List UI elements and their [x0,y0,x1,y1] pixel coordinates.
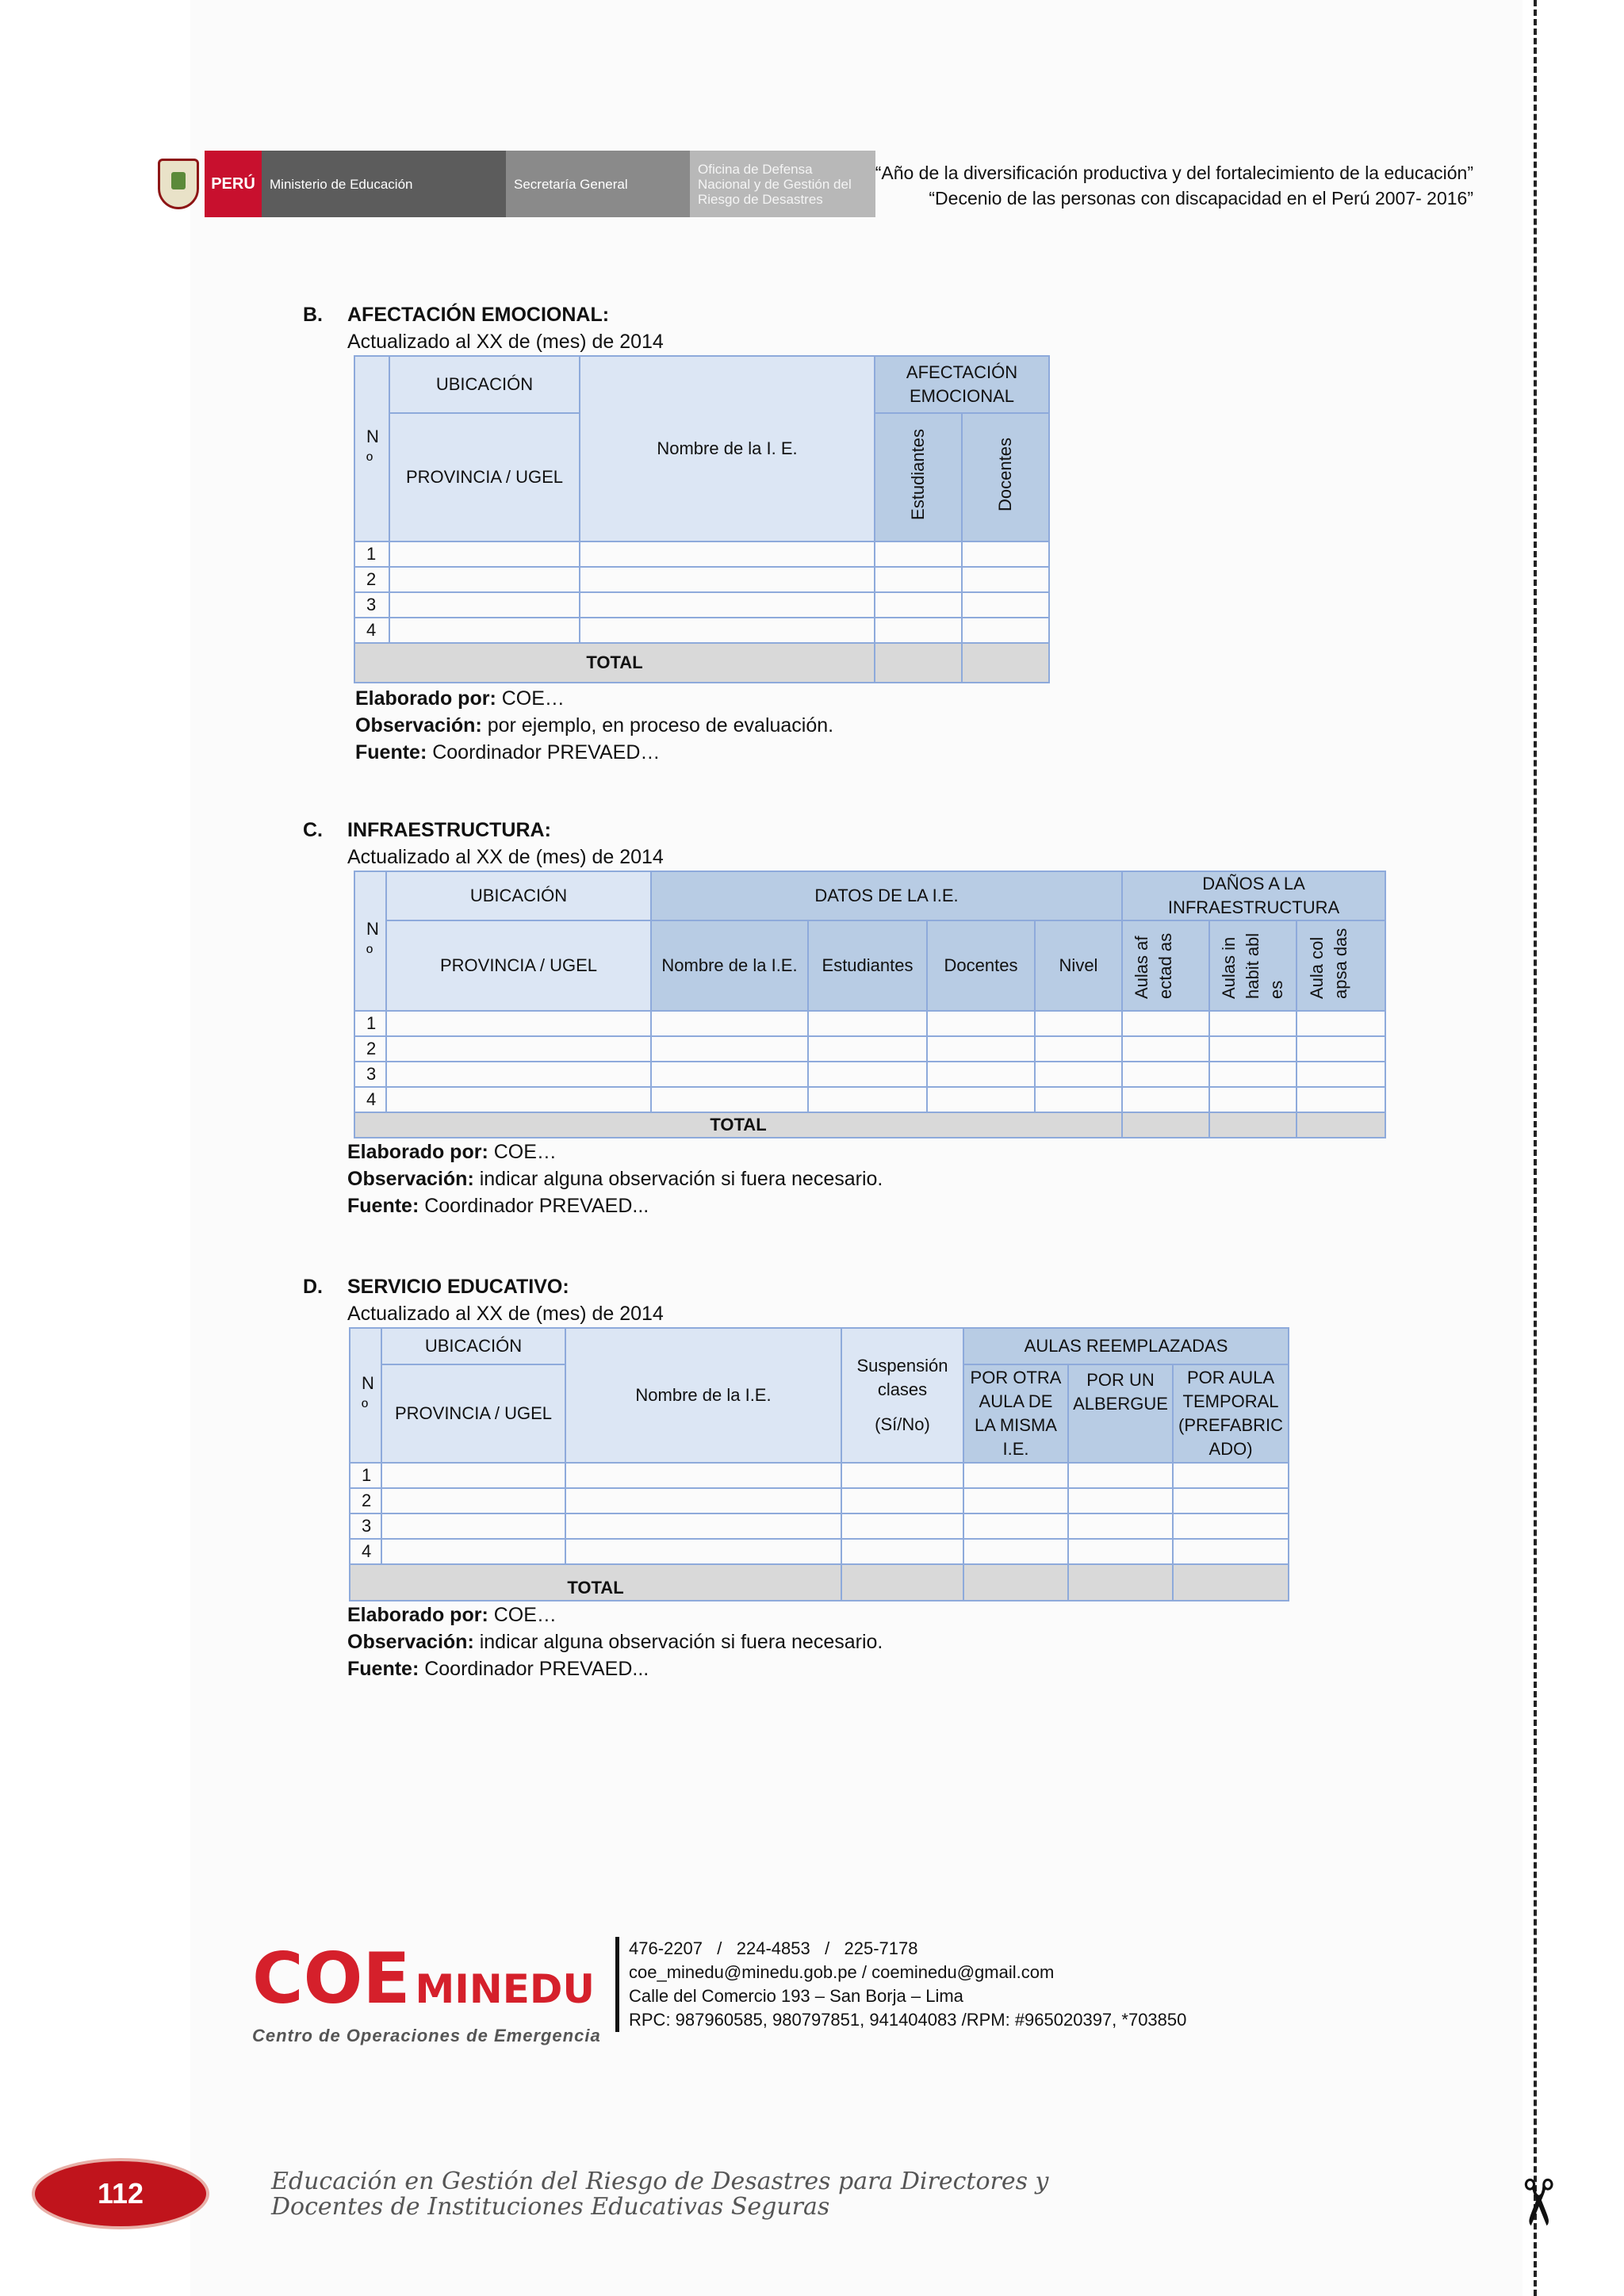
table-row [354,618,1049,643]
header-danos: DAÑOS A LA INFRAESTRUCTURA [1122,871,1385,920]
contact-emails: coe_minedu@minedu.gob.pe / coeminedu@gmail.com [629,1962,1055,1982]
observacion-value: indicar alguna observación si fuera necesario. [473,1631,883,1653]
section-notes [303,1601,1289,1682]
logo-secretaria: Secretaría General [506,151,690,217]
header-estudiantes: Estudiantes [808,920,927,1011]
contact-address: Calle del Comercio 193 – San Borja – Lima [629,1986,963,2006]
section-updated: Actualizado al XX de (mes) de 2014 [347,331,664,353]
table-row [354,541,1049,567]
section-updated: Actualizado al XX de (mes) de 2014 [347,846,664,868]
suspension-label: Suspensión clases [856,1356,948,1399]
sino-label: (Sí/No) [875,1414,930,1434]
header-nivel: Nivel [1035,920,1122,1011]
fuente-label: Fuente: [347,1195,419,1217]
header-nombre: Nombre de la I. E. [580,356,875,541]
total-label: TOTAL [354,643,875,683]
header-ubicacion: UBICACIÓN [381,1328,565,1364]
total-label: TOTAL [350,1564,841,1601]
contact-block [615,1937,1186,2032]
book-title [271,2169,1049,2220]
row-number: 2 [354,1036,386,1062]
header-docentes: Docentes [927,920,1035,1011]
contact-phones: 476-2207 / 224-4853 / 225-7178 [629,1938,918,1958]
slogan-line-2: “Decenio de las personas con discapacidad en el Perú 2007- 2016” [929,188,1473,209]
row-number: 3 [354,1062,386,1087]
contact-rpc: RPC: 987960585, 980797851, 941404083 /RPM: #965020397, *703850 [629,2010,1187,2030]
row-number: 1 [354,541,389,567]
logo-oficina: Oficina de Defensa Nacional y de Gestión del Riesgo de Desastres [690,151,875,217]
header-aula-colapsadas: Aula colapsa das [1307,928,1350,999]
header-n: N º [350,1328,381,1463]
header-n: N º [354,871,386,1011]
fuente-value: Coordinador PREVAED... [419,1195,649,1217]
row-number: 1 [350,1463,381,1488]
header-provincia: PROVINCIA / UGEL [389,413,580,541]
header-nombre: Nombre de la I.E. [565,1328,841,1463]
row-number: 4 [354,618,389,643]
fuente-value: Coordinador PREVAED… [427,741,661,763]
header-provincia: PROVINCIA / UGEL [381,1364,565,1463]
header-provincia: PROVINCIA / UGEL [386,920,651,1011]
table-row [350,1539,1289,1564]
header-afectacion: AFECTACIÓN EMOCIONAL [875,356,1049,413]
row-number: 2 [350,1488,381,1513]
table-row [350,1463,1289,1488]
table-row [354,1011,1385,1036]
table-servicio-educativo [349,1327,1289,1601]
observacion-value: por ejemplo, en proceso de evaluación. [481,714,834,737]
section-infraestructura [303,817,1386,1219]
observacion-label: Observación: [355,714,482,737]
minedu-wordmark: MINEDU [415,1966,595,2012]
header-otra-aula: POR OTRA AULA DE LA MISMA I.E. [963,1364,1068,1463]
logo-peru: PERÚ [205,151,262,217]
table-row [354,1087,1385,1112]
elaborado-label: Elaborado por: [355,687,496,710]
section-servicio-educativo [303,1273,1289,1682]
elaborado-value: COE… [488,1141,557,1163]
observacion-label: Observación: [347,1168,474,1190]
table-row [350,1513,1289,1539]
section-title: SERVICIO EDUCATIVO: [347,1276,569,1298]
book-title-line-2: Docentes de Instituciones Educativas Seguras [271,2193,830,2221]
elaborado-value: COE… [496,687,565,710]
section-notes [303,1138,1386,1219]
table-row [354,1062,1385,1087]
coe-minedu-logo [252,1938,601,2046]
ministry-logo [152,151,875,217]
header-aulas-afectadas: Aulas afectad as [1132,932,1175,999]
section-letter: D. [303,1276,323,1298]
logo-ministerio: Ministerio de Educación [262,151,506,217]
fuente-label: Fuente: [355,741,427,763]
row-number: 2 [354,567,389,592]
total-row [354,1112,1385,1138]
header-aulas-reemplazadas: AULAS REEMPLAZADAS [963,1328,1289,1364]
observacion-value: indicar alguna observación si fuera necesario. [473,1168,883,1190]
section-letter: B. [303,304,323,326]
header-n: N º [354,356,389,541]
fuente-label: Fuente: [347,1658,419,1680]
table-row [350,1488,1289,1513]
observacion-label: Observación: [347,1631,474,1653]
table-row [354,592,1049,618]
section-letter: C. [303,819,323,841]
header-docentes: Docentes [995,437,1015,511]
section-notes [303,683,1050,766]
row-number: 3 [350,1513,381,1539]
row-number: 3 [354,592,389,618]
header-nombre: Nombre de la I.E. [651,920,808,1011]
section-title: INFRAESTRUCTURA: [347,819,551,841]
table-row [354,567,1049,592]
book-title-line-1: Educación en Gestión del Riesgo de Desastres para Directores y [271,2168,1049,2195]
header-temporal: POR AULA TEMPORAL (PREFABRIC ADO) [1173,1364,1289,1463]
peru-shield-icon [152,151,205,217]
slogan-line-1: “Año de la diversificación productiva y del fortalecimiento de la educación” [875,163,1473,183]
header-ubicacion: UBICACIÓN [386,871,651,920]
page-number: 112 [35,2161,206,2226]
total-row [350,1564,1289,1601]
header-aulas-inhabitables: Aulas inhabit ables [1219,932,1286,999]
row-number: 1 [354,1011,386,1036]
row-number: 4 [350,1539,381,1564]
elaborado-label: Elaborado por: [347,1141,488,1163]
header-ubicacion: UBICACIÓN [389,356,580,413]
section-title: AFECTACIÓN EMOCIONAL: [347,304,610,326]
table-afectacion-emocional [354,355,1050,683]
row-number: 4 [354,1087,386,1112]
coe-wordmark: COE [252,1938,411,2019]
scissors-icon: ✂ [1500,2175,1575,2229]
elaborado-label: Elaborado por: [347,1604,488,1626]
total-row [354,643,1049,683]
header-slogan [875,160,1473,211]
section-afectacion-emocional [303,301,1050,766]
header-datos: DATOS DE LA I.E. [651,871,1122,920]
coe-subtitle: Centro de Operaciones de Emergencia [252,2026,601,2045]
table-row [354,1036,1385,1062]
header-estudiantes: Estudiantes [908,428,928,520]
table-infraestructura [354,871,1386,1138]
header-suspension [841,1328,963,1463]
header-albergue: POR UN ALBERGUE [1068,1364,1173,1463]
total-label: TOTAL [354,1112,1122,1138]
cut-line [1534,0,1537,2296]
fuente-value: Coordinador PREVAED... [419,1658,649,1680]
elaborado-value: COE… [488,1604,557,1626]
section-updated: Actualizado al XX de (mes) de 2014 [347,1303,664,1325]
